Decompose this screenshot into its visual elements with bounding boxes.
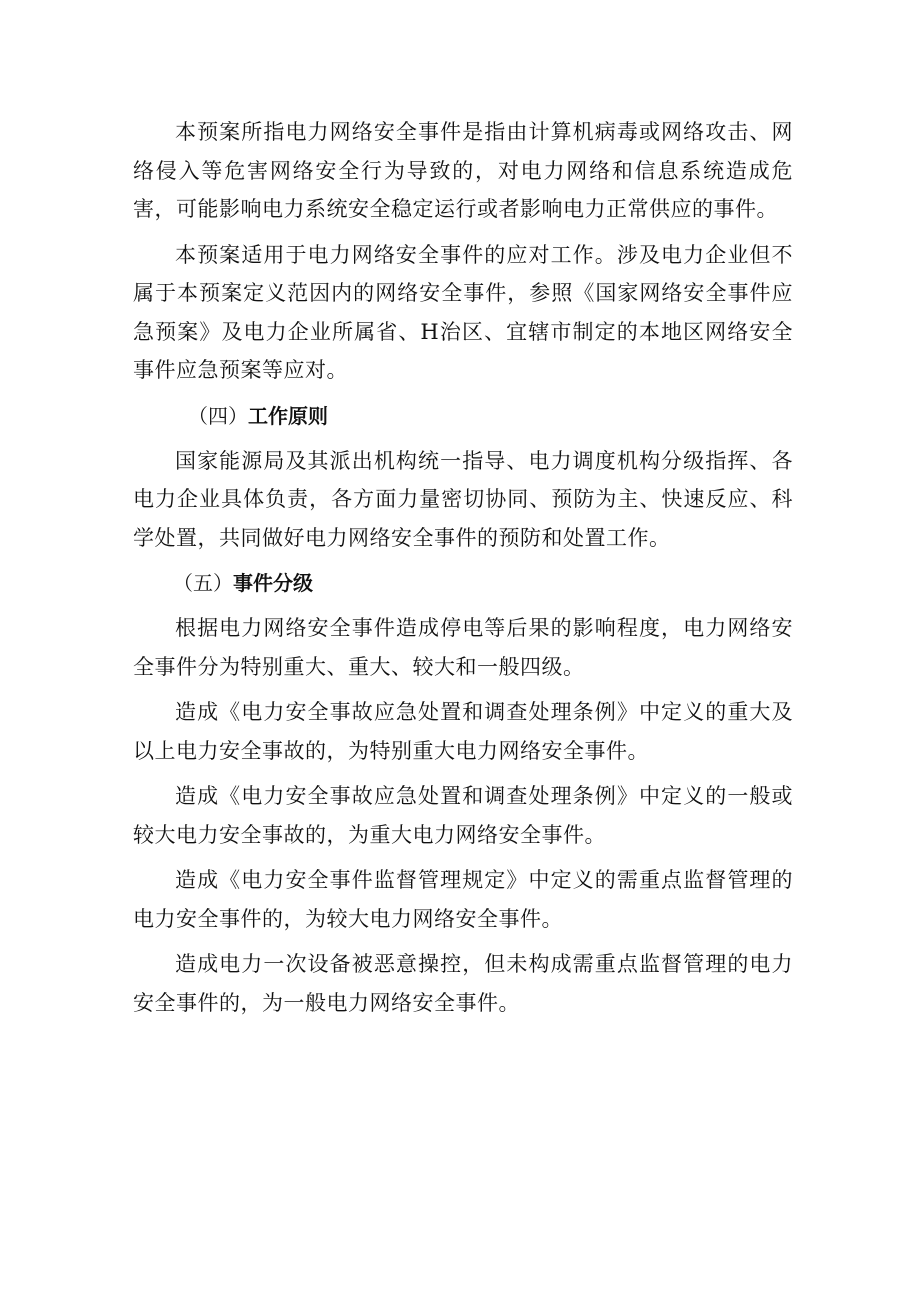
paragraph-classification-overview: 根据电力网络安全事件造成停电等后果的影响程度，电力网络安全事件分为特别重大、重大、较大和一般四级。 [133, 616, 793, 679]
paragraph-level-large: 造成《电力安全事件监督管理规定》中定义的需重点监督管理的电力安全事件的，为较大电力网络安全事件。 [133, 868, 793, 931]
section-heading-principles [133, 397, 793, 435]
paragraph-principles: 国家能源局及其派出机构统一指导、电力调度机构分级指挥、各电力企业具体负责，各方面力量密切协同、预防为主、快速反应、科学处置，共同做好电力网络安全事件的预防和处置工作。 [133, 448, 793, 550]
section-number: （五） [173, 571, 233, 595]
paragraph-level-general: 造成电力一次设备被恶意操控，但未构成需重点监督管理的电力安全事件的，为一般电力网络安全事件。 [133, 952, 793, 1015]
paragraph-level-especially-major: 造成《电力安全事故应急处置和调查处理条例》中定义的重大及以上电力安全事故的，为特别重大电力网络安全事件。 [133, 700, 793, 763]
paragraph-definition: 本预案所指电力网络安全事件是指由计算机病毒或网络攻击、网络侵入等危害网络安全行为导致的，对电力网络和信息系统造成危害，可能影响电力系统安全稳定运行或者影响电力正常供应的事件。 [133, 120, 793, 221]
paragraph-level-major: 造成《电力安全事故应急处置和调查处理条例》中定义的一般或较大电力安全事故的，为重大电力网络安全事件。 [133, 784, 793, 847]
section-heading-classification [133, 564, 793, 602]
section-number: （四） [188, 403, 248, 428]
section-title: 事件分级 [233, 571, 313, 595]
document-body [133, 113, 793, 1022]
paragraph-scope: 本预案适用于电力网络安全事件的应对工作。涉及电力企业但不属于本预案定义范因内的网络安全事件，参照《国家网络安全事件应急预案》及电力企业所属省、H治区、宜辖市制定的本地区网络安全事件应急预案等应对。 [133, 242, 793, 382]
section-title: 工作原则 [248, 403, 328, 428]
